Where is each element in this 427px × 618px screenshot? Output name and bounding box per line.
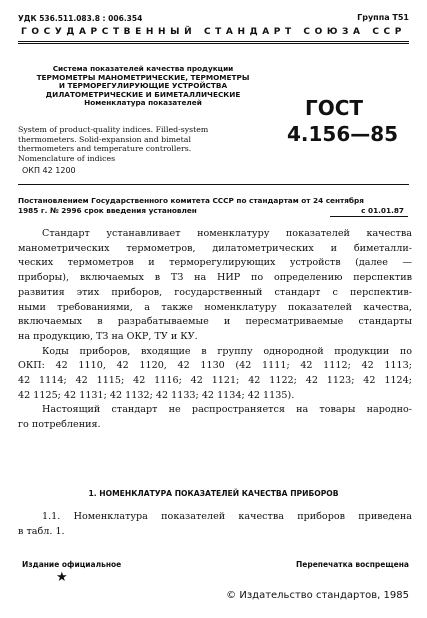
star-icon: ★: [56, 570, 68, 585]
body-line: ными требованиями, а также номенклатуру показателей качества,: [18, 301, 412, 313]
section-line: 1.1. Номенклатура показателей качества приборов приведена: [42, 511, 412, 522]
decree-line: [18, 206, 408, 216]
title-en-line: Nomenclature of indices: [18, 153, 116, 163]
title-ru-line: Система показателей качества продукции: [52, 64, 234, 73]
body-line: Коды приборов, входящие в группу однородной продукции по: [42, 345, 412, 357]
body-line: Настоящий стандарт не распространяется на товары народно-: [42, 404, 412, 416]
title-russian: [18, 65, 268, 108]
body-line: Стандарт устанавливает номенклатуру показателей качества: [42, 228, 412, 239]
title-ru-line: И ТЕРМОРЕГУЛИРУЮЩИЕ УСТРОЙСТВА: [58, 81, 228, 91]
title-ru-line: Номенклатура показателей: [84, 98, 202, 108]
state-standard-banner: ГОСУДАРСТВЕННЫЙ СТАНДАРТ СОЮЗА ССР: [21, 27, 406, 37]
copyright-notice: © Издательство стандартов, 1985: [226, 590, 409, 601]
body-line: включаемых в разрабатываемые и пересматриваемые стандарты: [18, 316, 412, 328]
section-line: в табл. 1.: [18, 525, 65, 537]
title-english: [18, 125, 268, 163]
body-line: на продукцию, ТЗ на ОКР, ТУ и КУ.: [18, 330, 198, 342]
title-en-line: thermometers. Solid-expansion and bimetal: [18, 134, 191, 144]
header-rule-bottom: [18, 43, 409, 44]
title-en-line: thermometers and temperature controllers.: [18, 144, 192, 154]
group-code: Группа Т51: [357, 13, 409, 22]
body-line: 42 1125; 42 1131; 42 1132; 42 1133; 42 1134; 42 1135).: [18, 389, 295, 401]
body-line: приборы), включаемых в ТЗ на НИР по определению перспектив: [18, 272, 412, 284]
title-ru-line: ТЕРМОМЕТРЫ МАНОМЕТРИЧЕСКИЕ, ТЕРМОМЕТРЫ: [36, 72, 250, 82]
title-en-line: System of product-quality indices. Filled-system: [18, 125, 209, 134]
body-line: 42 1114; 42 1115; 42 1116; 42 1121; 42 1122; 42 1123; 42 1124;: [18, 375, 412, 387]
okp-rule: [18, 184, 409, 185]
official-edition-label: Издание официальное: [22, 560, 122, 569]
section-text: [18, 510, 412, 539]
gost-number: 4.156—85: [287, 122, 399, 146]
body-line: ОКП: 42 1110, 42 1120, 42 1130 (42 1111; 42 1112; 42 1113;: [18, 360, 412, 372]
body-line: го потребления.: [18, 419, 101, 431]
body-line: развития этих приборов, государственный стандарт с перспектив-: [18, 286, 412, 298]
date-rule: [330, 216, 408, 217]
udc-code: УДК 536.511.083.8 : 006.354: [18, 14, 143, 23]
section-heading: 1. НОМЕНКЛАТУРА ПОКАЗАТЕЛЕЙ КАЧЕСТВА ПРИБОРОВ: [88, 489, 339, 498]
decree-block: [18, 196, 408, 216]
header-rule-top: [18, 41, 409, 42]
body-line: манометрических термометров, дилатометрических и биметалли-: [18, 242, 412, 254]
okp-code: ОКП 42 1200: [22, 166, 76, 175]
decree-line: Постановлением Государственного комитета СССР по стандартам от 24 сентября: [18, 196, 364, 205]
title-ru-line: ДИЛАТОМЕТРИЧЕСКИЕ И БИМЕТАЛЛИЧЕСКИЕ: [45, 89, 241, 99]
effective-date: с 01.01.87: [361, 206, 404, 215]
reprint-prohibited-label: Перепечатка воспрещена: [295, 560, 409, 569]
body-line: ческих термометров и терморегулирующих устройств (далее —: [18, 257, 412, 269]
body-text: [18, 227, 412, 433]
gost-label: ГОСТ: [305, 96, 364, 120]
decree-line-text: 1985 г. № 2996 срок введения установлен: [18, 206, 197, 215]
